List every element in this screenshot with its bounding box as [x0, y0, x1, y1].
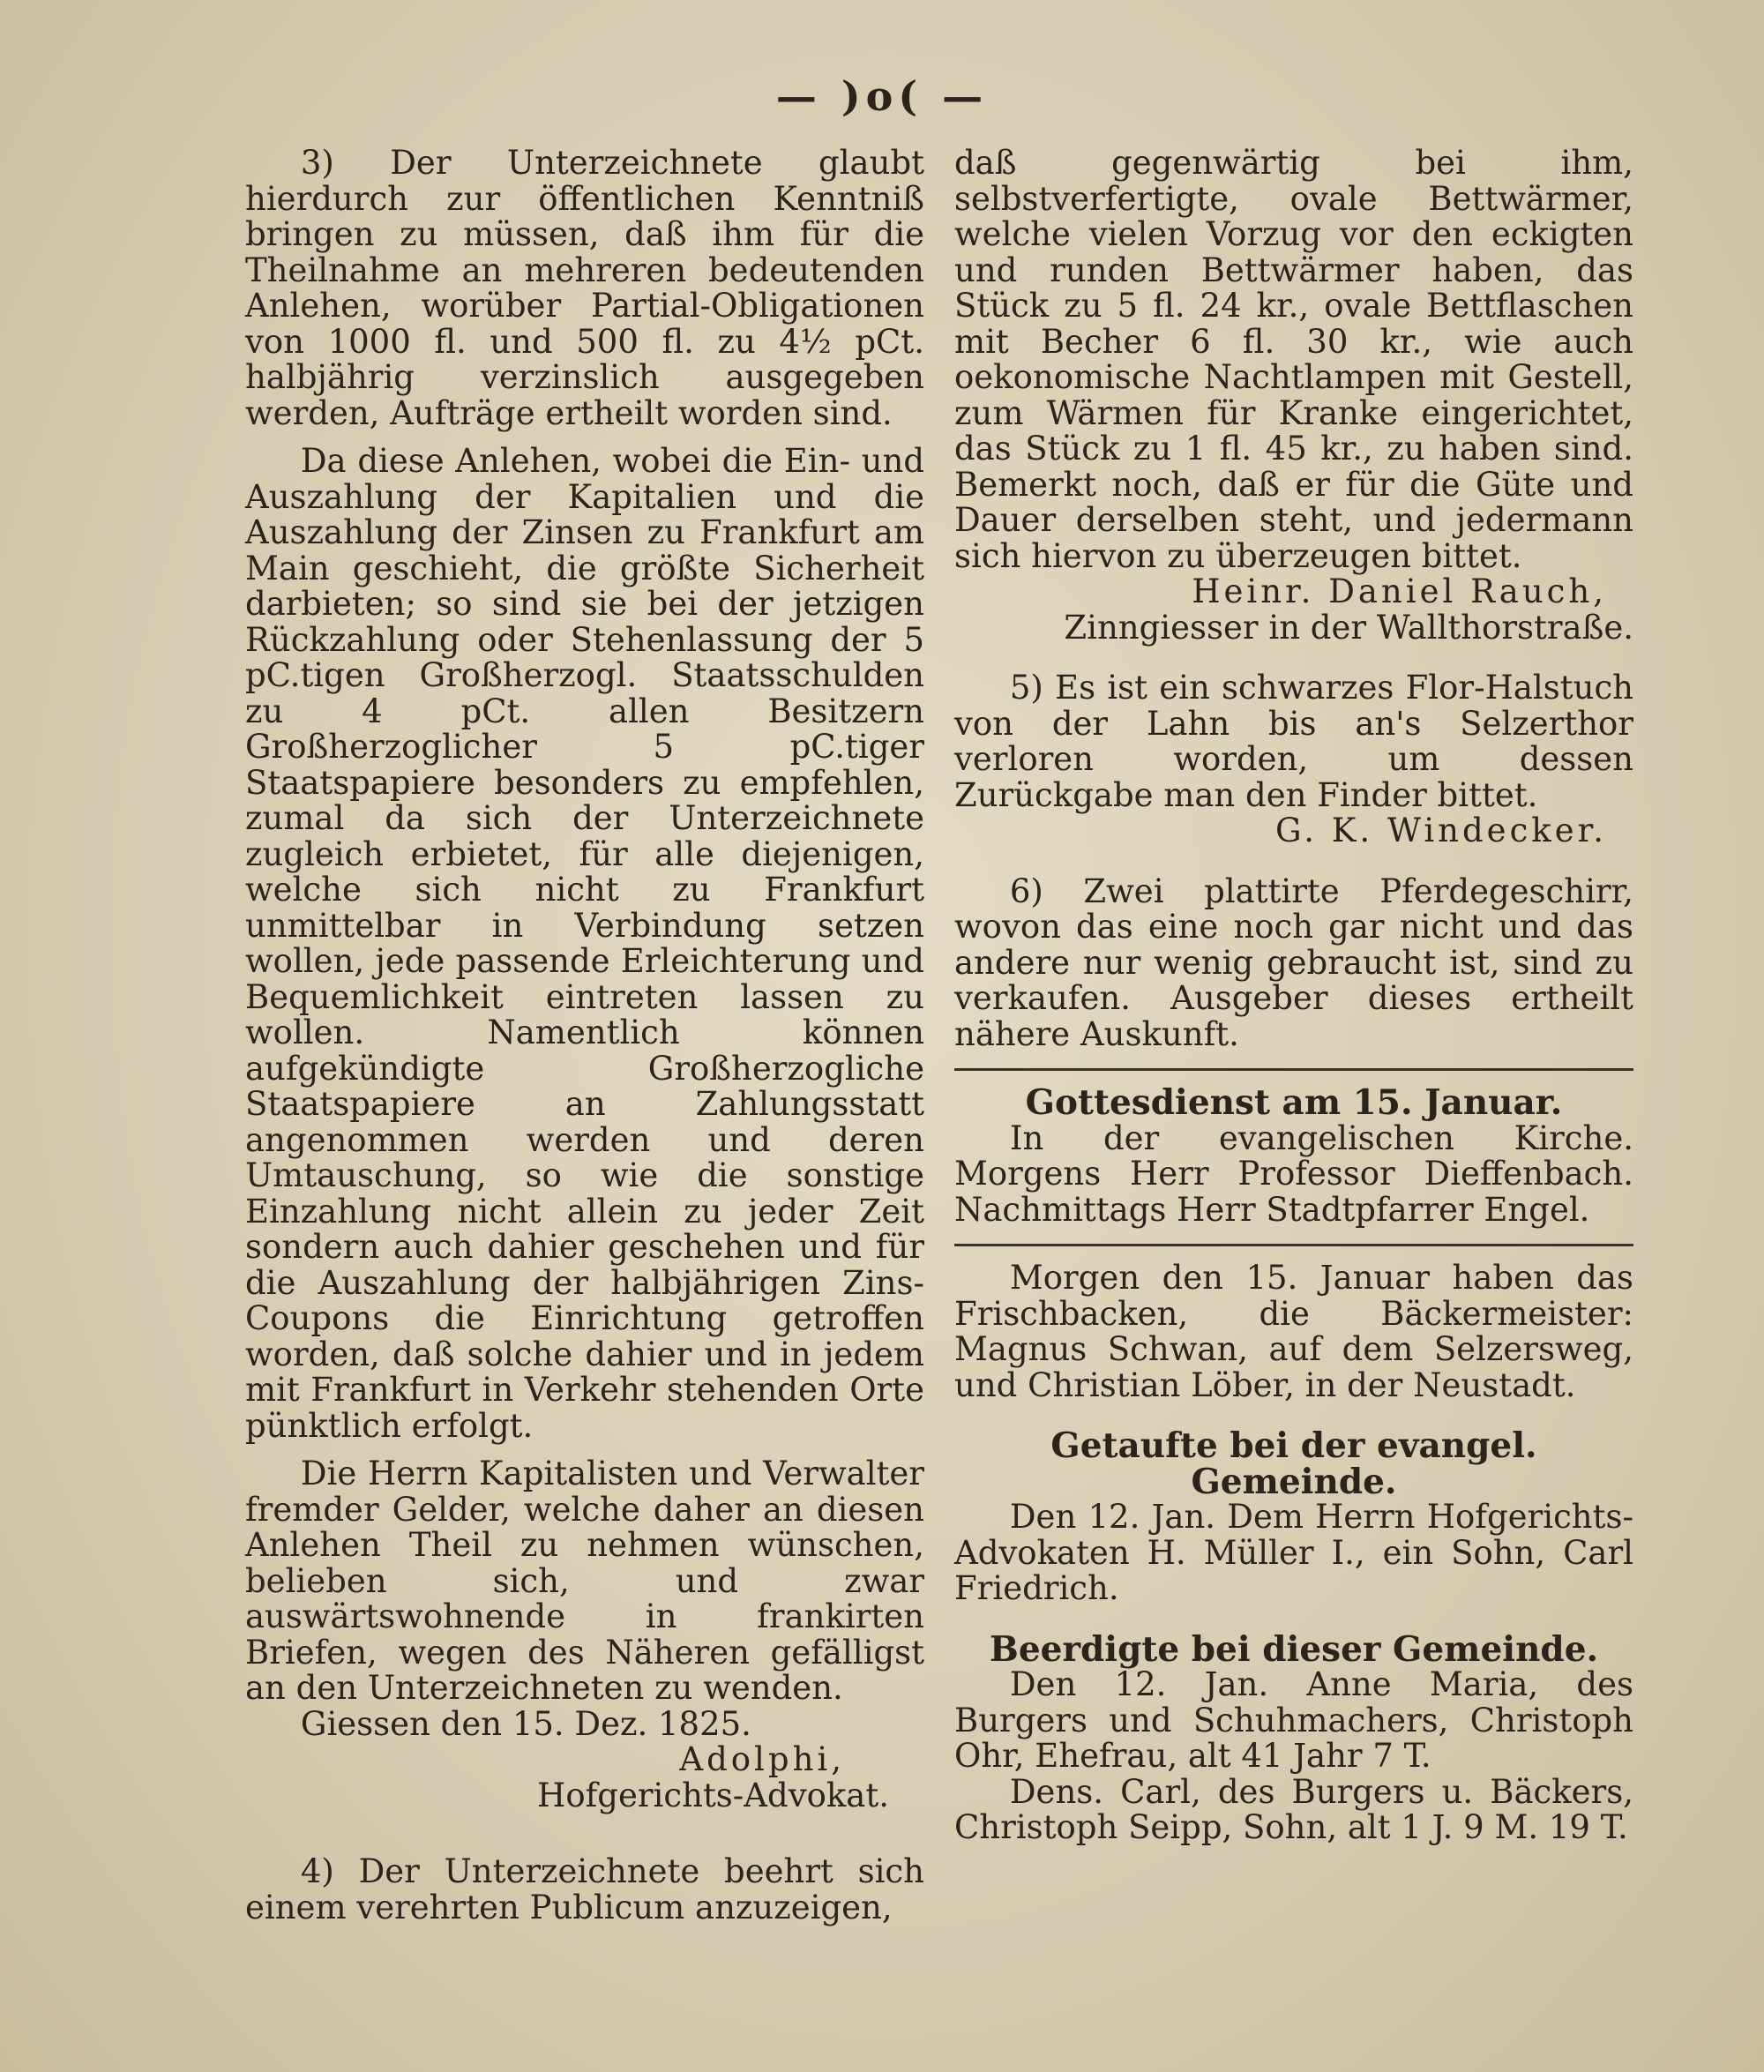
ad4-signature: Heinr. Daniel Rauch, [1192, 572, 1607, 610]
baptized-text: Den 12. Jan. Dem Herrn Hofgerichts-Advokaten H. Müller I., ein Sohn, Carl Friedrich. [954, 1498, 1633, 1607]
buried-heading: Beerdigte bei dieser Gemeinde. [989, 1628, 1599, 1670]
ad4-signature-address: Zinngiesser in der Wallthorstraße. [1064, 608, 1633, 647]
ad3-signature-title: Hofgerichts-Advokat. [537, 1776, 889, 1814]
baptized-heading: Getaufte bei der evangel. Gemeinde. [1050, 1425, 1537, 1502]
ad6-text: 6) Zwei plattirte Pferdegeschirr, wovon das eine noch gar nicht und das andere nur wenig gebraucht ist, sind zu verkaufen. Ausgeber dieses ertheilt nähere Auskunft. [954, 871, 1633, 1053]
ad5-text: 5) Es ist ein schwarzes Flor-Halstuch von der Lahn bis an's Selzerthor verloren worden, um dessen Zurückgabe man den Finder bittet. [954, 669, 1633, 814]
ad3-paragraph-1: 3) Der Unterzeichnete glaubt hierdurch zur öffentlichen Kenntniß bringen zu müssen, daß ihm für die Theilnahme an mehreren bedeutenden Anlehen, worüber Partial-Obligationen von 1000 fl. und 500 fl. zu 4½ pCt. halbjährig verzinslich ausgegeben werden, Aufträge ertheilt worden sind. [245, 144, 924, 432]
page-folio: — )o( — [775, 72, 989, 120]
ad3-paragraph-3: Die Herrn Kapitalisten und Verwalter fremder Gelder, welche daher an diesen Anlehen Theil zu nehmen wünschen, belieben sich, und zwar auswärtswohnende in frankirten Briefen, wegen des Näheren gefälligst an den Unterzeichneten zu wenden. [245, 1455, 924, 1707]
ad3-date: Giessen den 15. Dez. 1825. [300, 1704, 751, 1743]
ad3-paragraph-2: Da diese Anlehen, wobei die Ein- und Auszahlung der Kapitalien und die Auszahlung der Zinsen zu Frankfurt am Main geschieht, die größte Sicherheit darbieten; so sind sie bei der jetzigen Rückzahlung oder Stehenlassung der 5 pC.tigen Großherzogl. Staatsschulden zu 4 pCt. allen Besitzern Großherzoglicher 5 pC.tiger Staatspapiere besonders zu empfehlen, zumal da sich der Unterzeichnete zugleich erbietet, für alle diejenigen, welche sich nicht zu Frankfurt unmittelbar in Verbindung setzen wollen, jede passende Erleichterung und Bequemlichkeit eintreten lassen zu wollen. Namentlich können aufgekündigte Großherzogliche Staatspapiere an Zahlungsstatt angenommen werden und deren Umtauschung, so wie die sonstige Einzahlung nicht allein zu jeder Zeit sondern auch dahier geschehen und für die Auszahlung der halbjährigen Zins-Coupons die Einrichtung getroffen worden, daß solche dahier und in jedem mit Frankfurt in Verkehr stehenden Orte pünktlich erfolgt. [245, 442, 924, 1445]
buried-entry: Dens. Carl, des Burgers u. Bäckers, Christoph Seipp, Sohn, alt 1 J. 9 M. 19 T. [954, 1772, 1633, 1846]
ad4-continuation: daß gegenwärtig bei ihm, selbstverfertigte, ovale Bettwärmer, welche vielen Vorzug vor den eckigten und runden Bettwärmer haben, das Stück zu 5 fl. 24 kr., ovale Bettflaschen mit Becher 6 fl. 30 kr., wie auch oekonomische Nachtlampen mit Gestell, zum Wärmen für Kranke eingerichtet, das Stück zu 1 fl. 45 kr., zu haben sind. Bemerkt noch, daß er für die Güte und Dauer derselben steht, und jedermann sich hiervon zu überzeugen bittet. [954, 144, 1633, 575]
ad3-signature-name: Adolphi, [679, 1740, 845, 1778]
right-column [954, 146, 1633, 1846]
left-column [245, 146, 924, 1926]
buried-entry: Den 12. Jan. Anne Maria, des Burgers und Schuhmachers, Christoph Ohr, Ehefrau, alt 41 Jahr 7 T. [954, 1665, 1633, 1775]
ad5-signature: G. K. Windecker. [1275, 812, 1607, 849]
bakers-notice: Morgen den 15. Januar haben das Frischbacken, die Bäckermeister: Magnus Schwan, auf dem Selzersweg, und Christian Löber, in der Neustadt. [954, 1259, 1633, 1404]
divider-rule [954, 1244, 1633, 1246]
ad4-start: 4) Der Unterzeichnete beehrt sich einem verehrten Publicum anzuzeigen, [245, 1852, 924, 1926]
church-heading: Gottesdienst am 15. Januar. [1025, 1082, 1563, 1123]
church-text: In der evangelischen Kirche. Morgens Herr Professor Dieffenbach. Nachmittags Herr Stadtpfarrer Engel. [954, 1118, 1633, 1229]
divider-rule [954, 1068, 1633, 1071]
